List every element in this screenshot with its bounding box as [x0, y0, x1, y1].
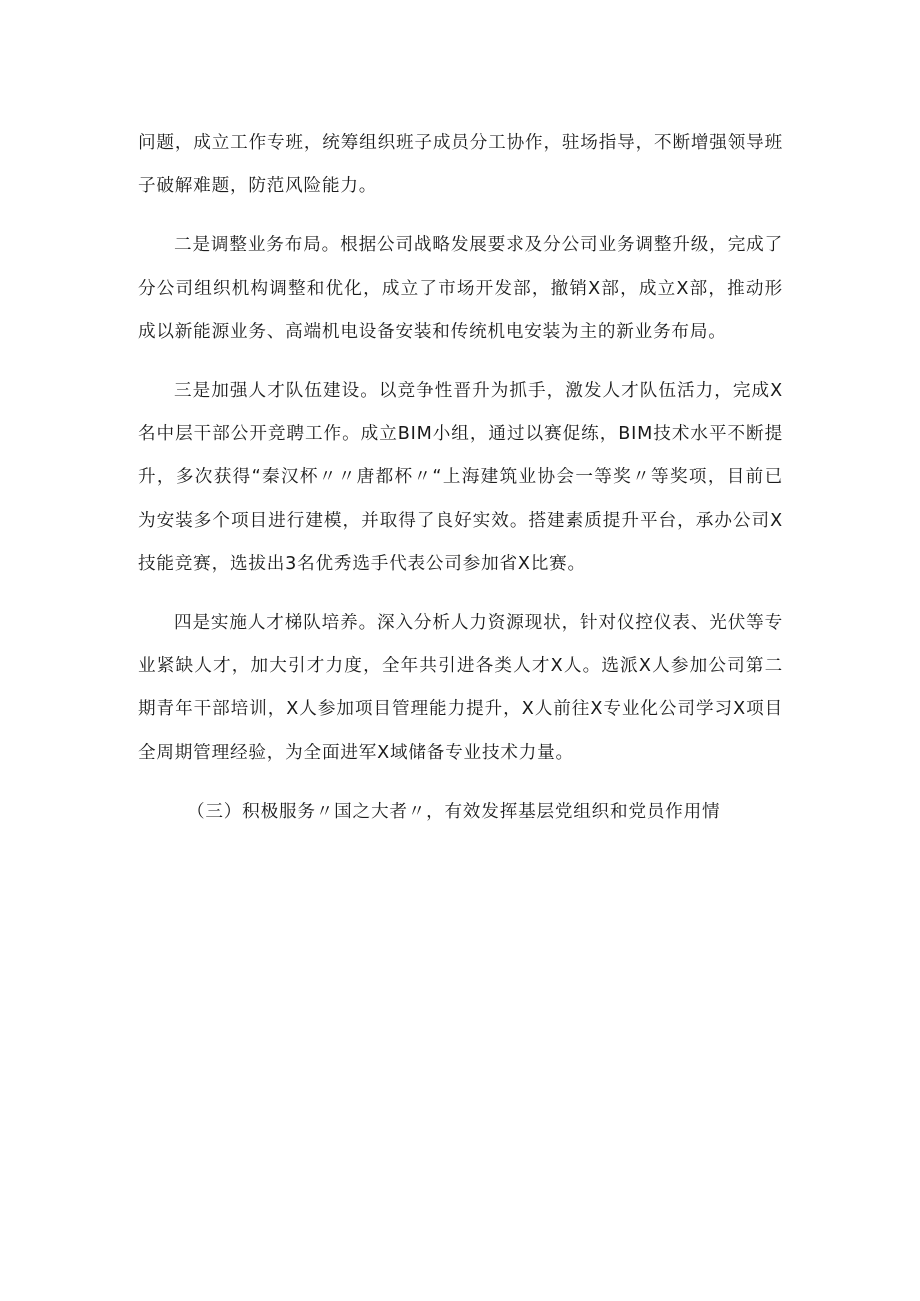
document-body: [138, 122, 783, 834]
paragraph-talent-team-building: 三是加强人才队伍建设。以竞争性晋升为抓手，激发人才队伍活力，完成X名中层干部公开竞聘工作。成立BIM小组，通过以赛促练，BIM技术水平不断提升，多次获得“秦汉杯〃〃唐都杯〃“上海建筑业协会一等奖〃等奖项，目前已为安装多个项目进行建模，并取得了良好实效。搭建素质提升平台，承办公司X技能竞赛，选拔出3名优秀选手代表公司参加省X比赛。: [138, 381, 783, 574]
paragraph-adjust-business-layout: 二是调整业务布局。根据公司战略发展要求及分公司业务调整升级，完成了分公司组织机构调整和优化，成立了市场开发部，撤销X部，成立X部，推动形成以新能源业务、高端机电设备安装和传统机电安装为主的新业务布局。: [138, 235, 783, 342]
section-heading: （三）积极服务〃国之大者〃，有效发挥基层党组织和党员作用情: [187, 801, 721, 822]
paragraph-continuation: 问题，成立工作专班，统筹组织班子成员分工协作，驻场指导，不断增强领导班子破解难题，防范风险能力。: [138, 133, 783, 197]
paragraph-talent-echelon-training: 四是实施人才梯队培养。深入分析人力资源现状，针对仪控仪表、光伏等专业紧缺人才，加大引才力度，全年共引进各类人才X人。选派X人参加公司第二期青年干部培训，X人参加项目管理能力提升，X人前往X专业化公司学习X项目全周期管理经验，为全面进军X域储备专业技术力量。: [138, 613, 783, 763]
